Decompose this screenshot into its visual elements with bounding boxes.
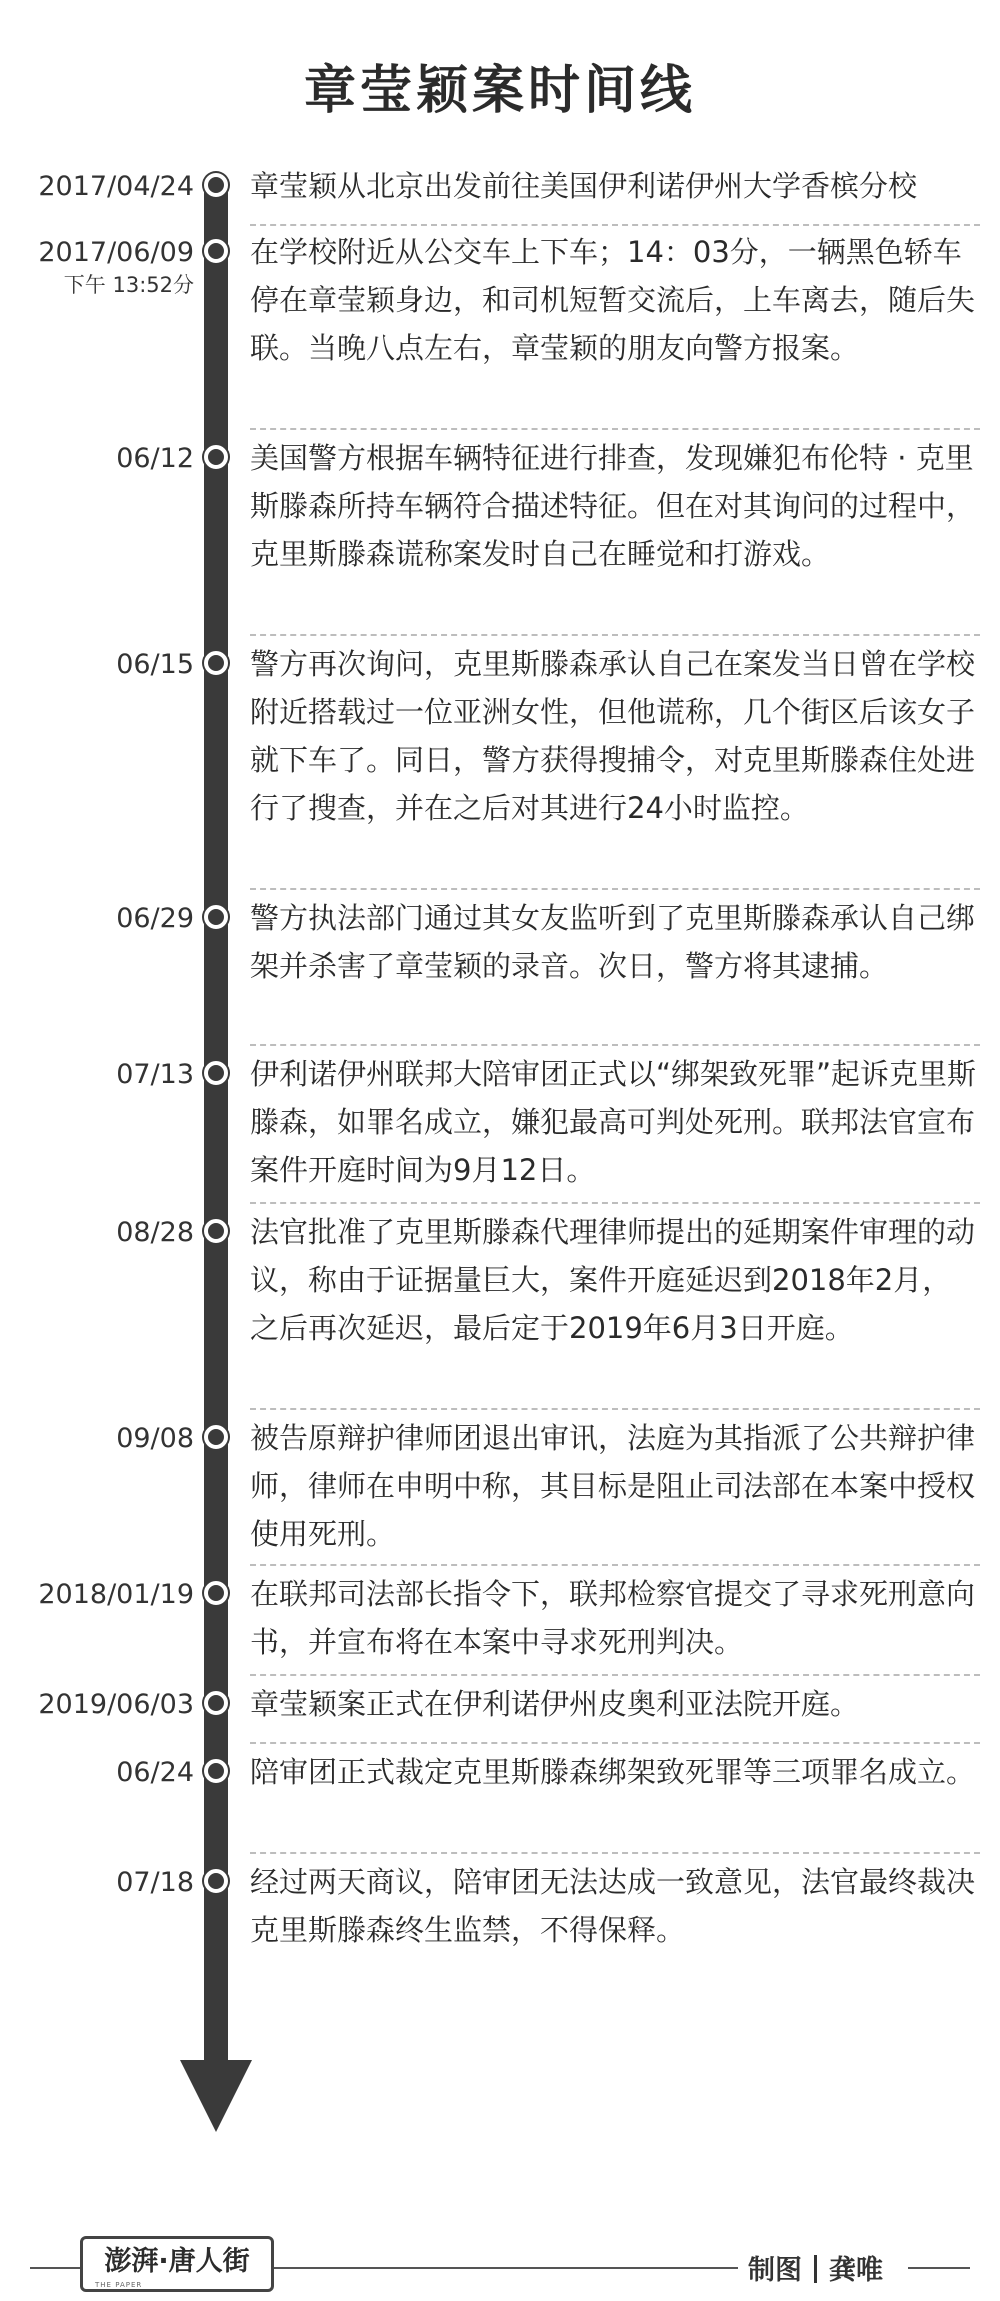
event-date: 09/08 (116, 1423, 194, 1454)
timeline-dot-icon (204, 1061, 228, 1085)
timeline-dot-icon (204, 445, 228, 469)
event-date: 2018/01/19 (38, 1579, 194, 1610)
timeline-dot-icon (204, 1759, 228, 1783)
logo-subtext: THE PAPER (95, 2281, 143, 2289)
event-date: 06/29 (116, 903, 194, 934)
credit-separator (814, 2255, 817, 2283)
timeline-dot-icon (204, 1581, 228, 1605)
credit-name: 龚唯 (829, 2255, 883, 2286)
event-date: 07/18 (116, 1867, 194, 1898)
logo (80, 2236, 274, 2292)
divider (250, 1202, 980, 1204)
credit (748, 2248, 883, 2287)
event-date: 06/15 (116, 649, 194, 680)
event-description: 法官批准了克里斯滕森代理律师提出的延期案件审理的动议，称由于证据量巨大，案件开庭延迟到2018年2月，之后再次延迟，最后定于2019年6月3日开庭。 (250, 1215, 976, 1345)
divider (250, 634, 980, 636)
timeline-arrow-icon (180, 2060, 252, 2132)
page-title: 章莹颖案时间线 (303, 61, 696, 121)
timeline-dot-icon (204, 1869, 228, 1893)
timeline-dot-icon (204, 1691, 228, 1715)
event-description: 警方执法部门通过其女友监听到了克里斯滕森承认自己绑架并杀害了章莹颖的录音。次日，警方将其逮捕。 (250, 901, 976, 983)
footer-rule-right (908, 2267, 970, 2269)
event-description: 被告原辩护律师团退出审讯，法庭为其指派了公共辩护律师，律师在申明中称，其目标是阻止司法部在本案中授权使用死刑。 (250, 1421, 976, 1551)
event-date: 06/24 (116, 1757, 194, 1788)
divider (250, 224, 980, 226)
event-date: 2017/04/24 (38, 171, 194, 202)
event-description: 经过两天商议，陪审团无法达成一致意见，法官最终裁决克里斯滕森终生监禁，不得保释。 (250, 1865, 976, 1947)
logo-text: 澎湃·唐人街 (104, 2246, 250, 2277)
timeline-dot-icon (204, 173, 228, 197)
event-description: 在学校附近从公交车上下车；14：03分，一辆黑色轿车停在章莹颖身边，和司机短暂交流后，上车离去，随后失联。当晚八点左右，章莹颖的朋友向警方报案。 (250, 235, 976, 365)
divider (250, 888, 980, 890)
timeline-dot-icon (204, 239, 228, 263)
timeline-dot-icon (204, 1425, 228, 1449)
timeline-dot-icon (204, 1219, 228, 1243)
event-description: 美国警方根据车辆特征进行排查，发现嫌犯布伦特 · 克里斯滕森所持车辆符合描述特征。但在对其询问的过程中，克里斯滕森谎称案发时自己在睡觉和打游戏。 (250, 441, 976, 571)
event-time: 下午 13:52分 (63, 273, 194, 297)
event-date: 06/12 (116, 443, 194, 474)
divider (250, 1564, 980, 1566)
credit-label: 制图 (748, 2255, 802, 2286)
event-description: 警方再次询问，克里斯滕森承认自己在案发当日曾在学校附近搭载过一位亚洲女性，但他谎称，几个街区后该女子就下车了。同日，警方获得搜捕令，对克里斯滕森住处进行了搜查，并在之后对其进行24小时监控。 (250, 647, 976, 825)
event-date: 2019/06/03 (38, 1689, 194, 1720)
event-date: 2017/06/09 (38, 237, 194, 268)
timeline-dot-icon (204, 905, 228, 929)
divider (250, 1852, 980, 1854)
divider (250, 428, 980, 430)
event-description: 章莹颖从北京出发前往美国伊利诺伊州大学香槟分校 (250, 169, 918, 203)
divider (250, 1742, 980, 1744)
divider (250, 1044, 980, 1046)
footer-rule-left (30, 2267, 80, 2269)
event-date: 07/13 (116, 1059, 194, 1090)
timeline-dot-icon (204, 651, 228, 675)
event-description: 章莹颖案正式在伊利诺伊州皮奥利亚法院开庭。 (250, 1687, 860, 1721)
divider (250, 1408, 980, 1410)
divider (250, 1674, 980, 1676)
event-description: 伊利诺伊州联邦大陪审团正式以“绑架致死罪”起诉克里斯滕森，如罪名成立，嫌犯最高可判处死刑。联邦法官宣布案件开庭时间为9月12日。 (250, 1057, 977, 1187)
event-description: 陪审团正式裁定克里斯滕森绑架致死罪等三项罪名成立。 (250, 1755, 976, 1789)
event-date: 08/28 (116, 1217, 194, 1248)
event-description: 在联邦司法部长指令下，联邦检察官提交了寻求死刑意向书，并宣布将在本案中寻求死刑判决。 (250, 1577, 976, 1659)
footer-rule-middle (274, 2267, 738, 2269)
